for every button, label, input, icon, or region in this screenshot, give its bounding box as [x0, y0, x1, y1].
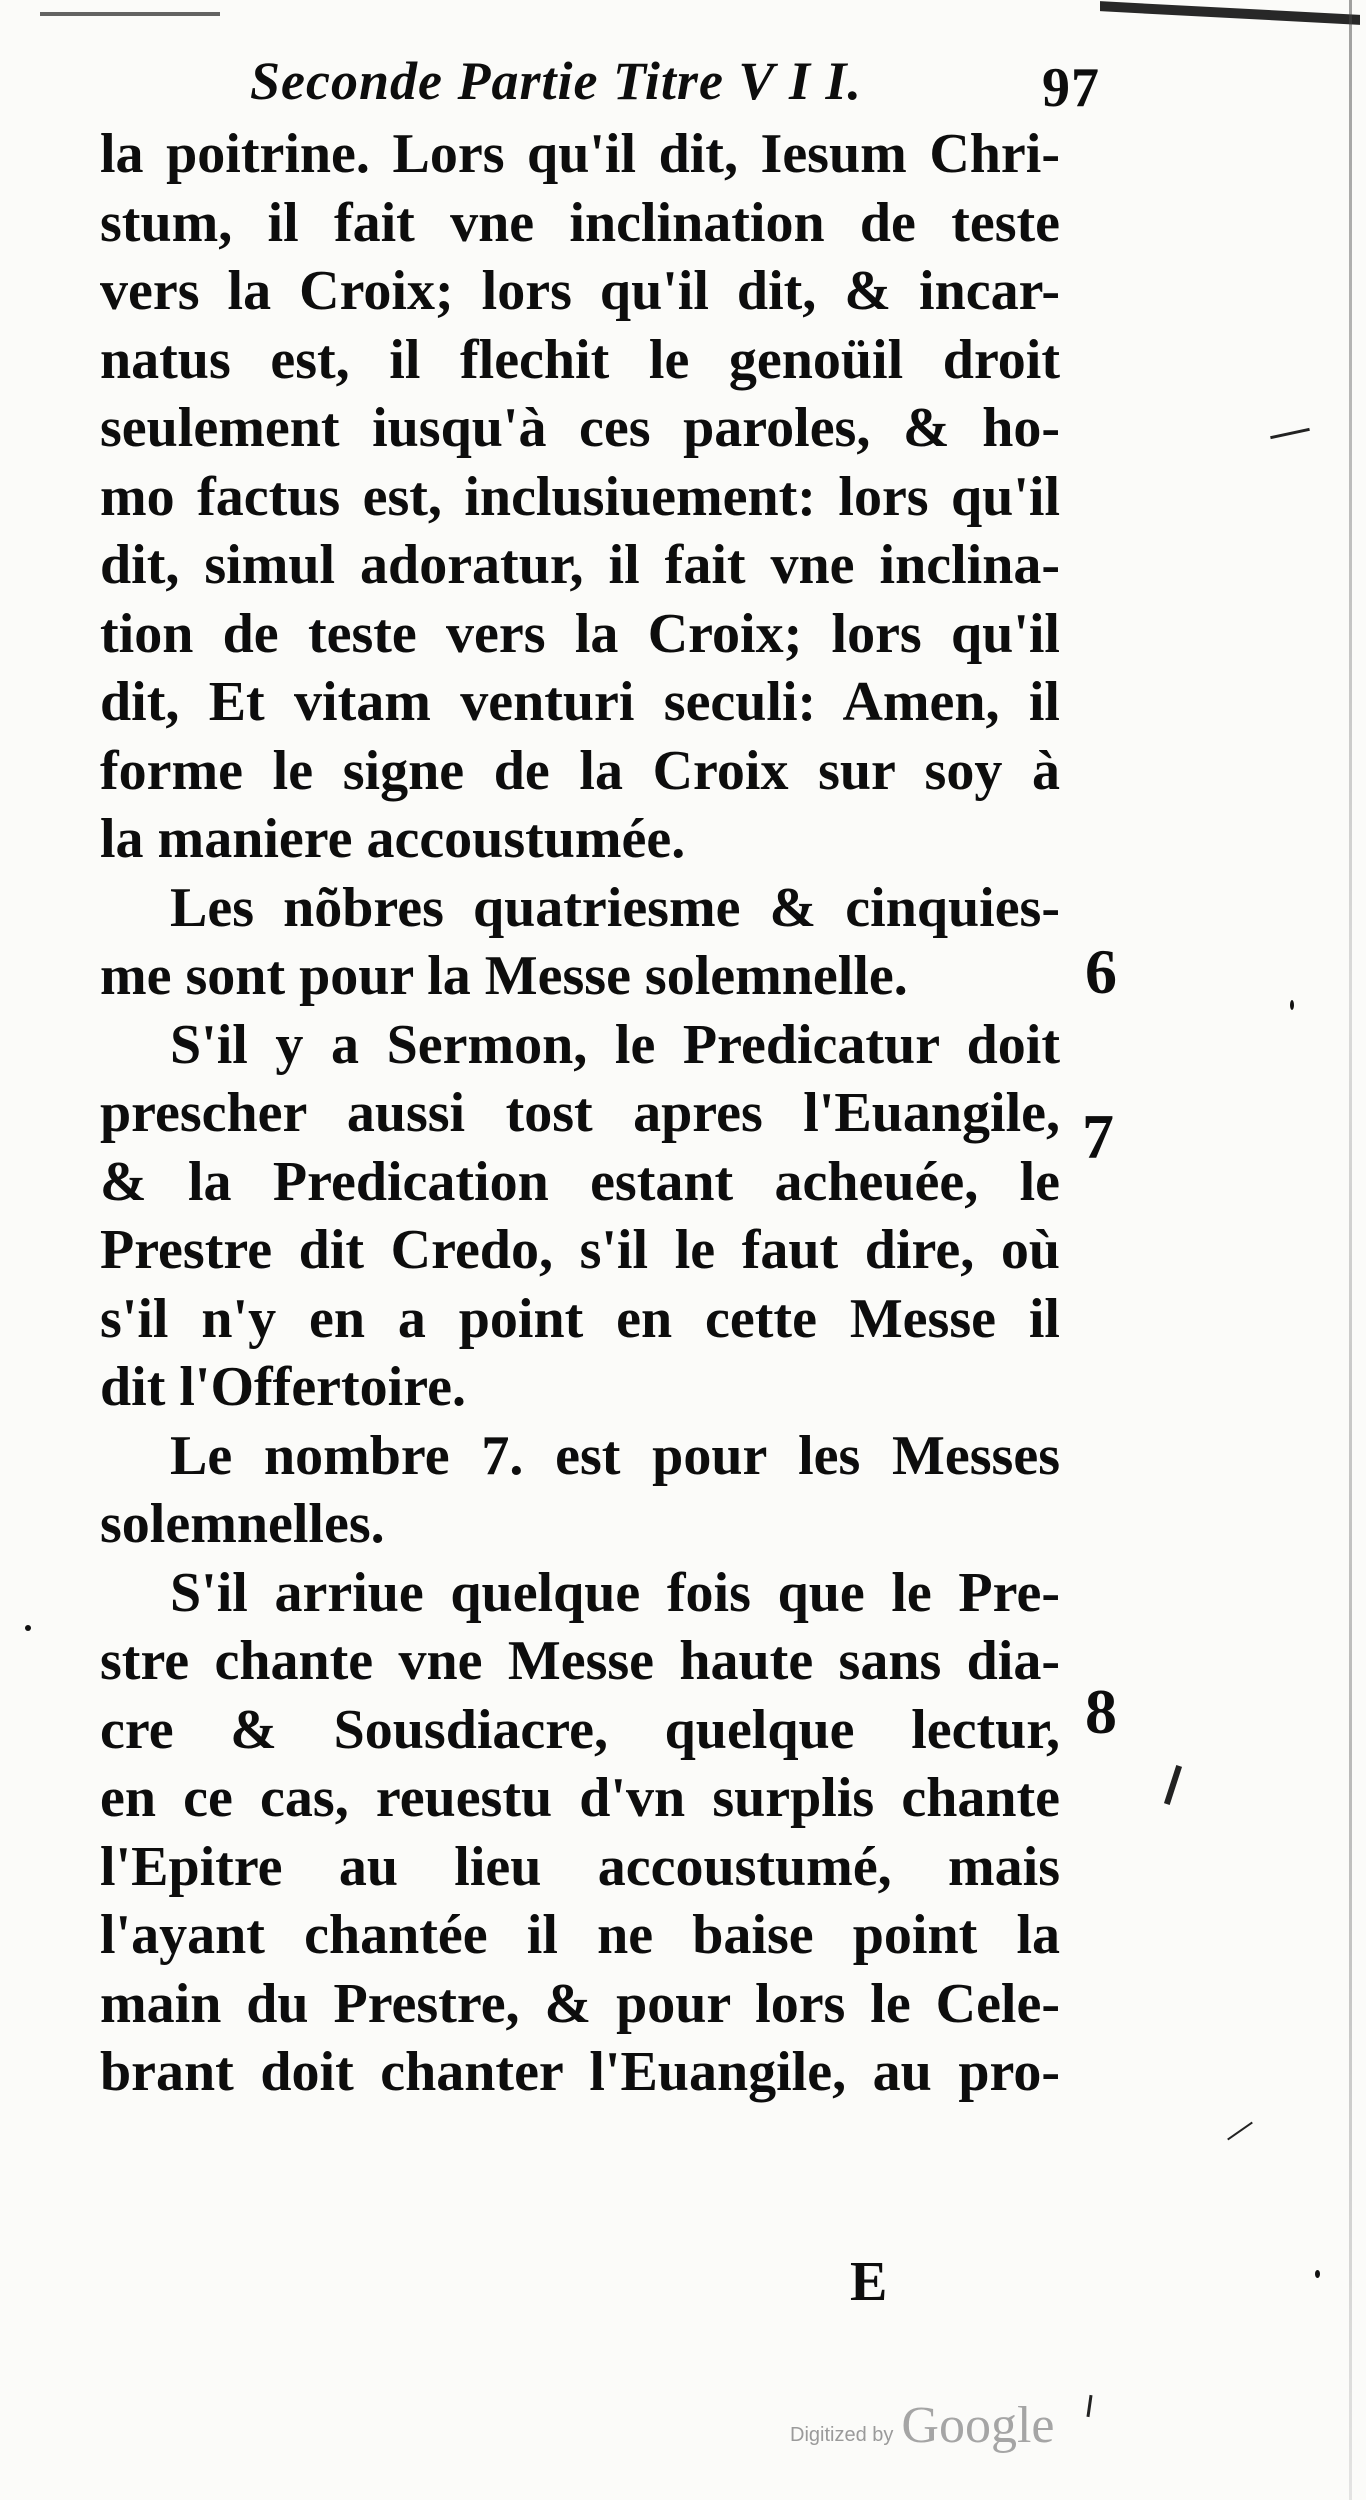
- text-line: solemnelles.: [100, 1493, 385, 1555]
- running-title: Seconde Partie Titre V I I.: [250, 51, 862, 111]
- ink-speck: [25, 1625, 31, 1631]
- page-number: 97: [1042, 57, 1100, 119]
- body-text: [100, 120, 1060, 2107]
- text-line: en ce cas, reuestu d'vn surplis chante: [100, 1767, 1060, 1829]
- watermark-prefix: Digitized by: [790, 2424, 894, 2446]
- text-line: vers la Croix; lors qu'il dit, & incar-: [100, 260, 1060, 322]
- text-line: Le nombre 7. est pour les Messes: [170, 1424, 1060, 1487]
- margin-number: 7: [1082, 1101, 1114, 1172]
- text-line: main du Prestre, & pour lors le Cele-: [100, 1972, 1060, 2035]
- stray-mark: [1270, 428, 1310, 439]
- text-line: forme le signe de la Croix sur soy à: [100, 739, 1060, 802]
- text-line: S'il arriue quelque fois que le Pre-: [170, 1561, 1060, 1624]
- text-line: Les nõbres quatriesme & cinquies-: [170, 876, 1060, 939]
- text-line: la poitrine. Lors qu'il dit, Iesum Chri-: [100, 123, 1060, 185]
- google-logo: Google: [901, 2397, 1055, 2454]
- scan-edge-top-right: [1100, 1, 1360, 25]
- text-line: stre chante vne Messe haute sans dia-: [100, 1630, 1060, 1692]
- ink-speck: [1290, 1000, 1294, 1010]
- ink-speck: [1315, 2270, 1320, 2278]
- text-line: s'il n'y en a point en cette Messe il: [100, 1287, 1060, 1350]
- page-header: [250, 50, 1100, 120]
- text-line: dit, Et vitam venturi seculi: Amen, il: [100, 671, 1060, 733]
- stray-mark: [1086, 2395, 1092, 2417]
- text-line: dit l'Offertoire.: [100, 1356, 466, 1418]
- text-line: brant doit chanter l'Euangile, au pro-: [100, 2041, 1060, 2103]
- text-line: & la Predication estant acheuée, le: [100, 1150, 1060, 1213]
- text-line: tion de teste vers la Croix; lors qu'il: [100, 602, 1060, 665]
- text-line: Prestre dit Credo, s'il le faut dire, où: [100, 1219, 1060, 1281]
- text-line: S'il y a Sermon, le Predicatur doit: [170, 1013, 1060, 1076]
- stray-mark: [1164, 1765, 1182, 1805]
- scan-edge-top-left: [40, 12, 220, 16]
- text-line: l'Epitre au lieu accoustumé, mais: [100, 1835, 1060, 1898]
- text-line: dit, simul adoratur, il fait vne inclina-: [100, 534, 1060, 596]
- text-line: la maniere accoustumée.: [100, 808, 686, 870]
- google-watermark: [790, 2395, 1054, 2455]
- text-line: mo factus est, inclusiuement: lors qu'il: [100, 465, 1060, 528]
- stray-mark: [1227, 2122, 1253, 2141]
- margin-number: 6: [1085, 936, 1117, 1007]
- text-line: cre & Sousdiacre, quelque lectur,: [100, 1698, 1060, 1761]
- text-line: prescher aussi tost apres l'Euangile,: [100, 1082, 1060, 1144]
- text-line: seulement iusqu'à ces paroles, & ho-: [100, 397, 1060, 459]
- text-line: l'ayant chantée il ne baise point la: [100, 1904, 1060, 1966]
- text-line: me sont pour la Messe solemnelle.: [100, 945, 908, 1007]
- margin-number: 8: [1085, 1676, 1117, 1747]
- signature-mark: E: [850, 2251, 888, 2313]
- scan-edge-right: [1349, 0, 1352, 2500]
- text-line: natus est, il flechit le genoüil droit: [100, 328, 1060, 391]
- text-line: stum, il fait vne inclination de teste: [100, 191, 1060, 254]
